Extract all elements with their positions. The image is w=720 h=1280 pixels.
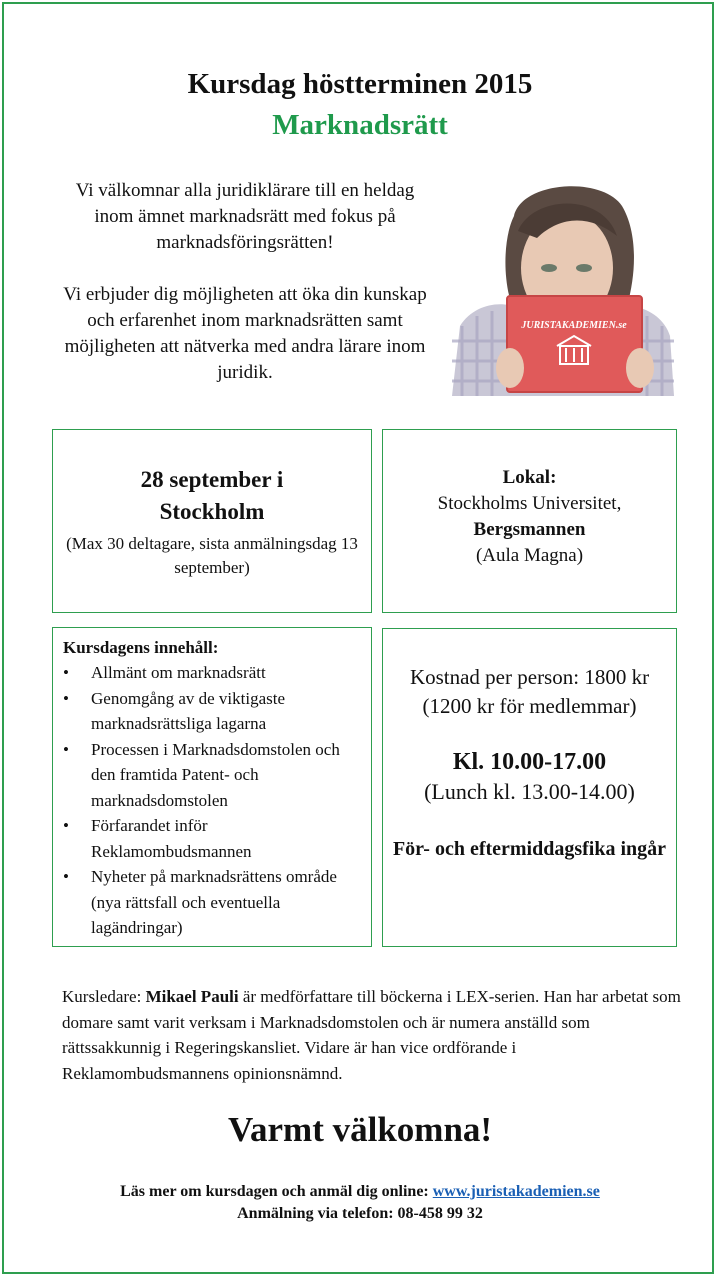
cost-box bbox=[382, 628, 677, 947]
phone-text: Anmälning via telefon: 08-458 99 32 bbox=[237, 1205, 483, 1222]
venue-line-1: Stockholms Universitet, bbox=[437, 493, 622, 514]
welcome-heading: Varmt välkomna! bbox=[227, 1110, 493, 1149]
footer bbox=[0, 1181, 720, 1225]
woman-with-book-image bbox=[452, 176, 674, 396]
lunch-time: (Lunch kl. 13.00-14.00) bbox=[424, 779, 635, 804]
intro-paragraph-1: Vi välkomnar alla juridiklärare till en heldag inom ämnet marknadsrätt med fokus på marknadsföringsrätten! bbox=[75, 180, 415, 253]
intro-paragraph-2: Vi erbjuder dig möjligheten att öka din kunskap och erfarenhet inom marknadsrätten samt möjligheten att nätverka med andra lärare inom juridik. bbox=[63, 284, 427, 383]
intro-text bbox=[60, 178, 430, 412]
book-label: JURISTAKADEMIEN.se bbox=[521, 320, 627, 331]
venue-line-2: Bergsmannen bbox=[473, 519, 586, 540]
website-link[interactable]: www.juristakademien.se bbox=[432, 1183, 600, 1200]
leader-name: Mikael Pauli bbox=[145, 987, 239, 1006]
venue-label: Lokal: bbox=[502, 467, 557, 488]
date-box bbox=[52, 429, 372, 613]
list-item: • Genomgång av de viktigaste marknadsrättsliga lagarna bbox=[63, 686, 363, 737]
course-leader-text bbox=[62, 984, 682, 1086]
page-subtitle: Marknadsrätt bbox=[272, 109, 448, 141]
leader-bio: är medförfattare till böckerna i LEX-serien. Han har arbetat som domare samt varit verksam i Marknadsdomstolen och är numera anställd som rättssakkunnig i Regeringskansliet. Vidare är han vice ordförande i Reklamombudsmannens opinionsnämnd. bbox=[62, 987, 681, 1083]
course-time: Kl. 10.00-17.00 bbox=[452, 749, 607, 775]
course-content-heading: Kursdagens innehåll: bbox=[63, 638, 219, 657]
course-date: 28 september i Stockholm bbox=[140, 467, 284, 524]
online-text: Läs mer om kursdagen och anmäl dig online: bbox=[120, 1183, 433, 1200]
page-title: Kursdag höstterminen 2015 bbox=[187, 68, 533, 100]
price-text: Kostnad per person: 1800 kr bbox=[409, 665, 650, 689]
list-item: • Allmänt om marknadsrätt bbox=[63, 660, 363, 686]
venue-box bbox=[382, 429, 677, 613]
list-item: • Förfarandet inför Reklamombudsmannen bbox=[63, 813, 363, 864]
course-content-list bbox=[53, 660, 371, 941]
leader-prefix: Kursledare: bbox=[62, 987, 146, 1006]
course-content-box bbox=[52, 627, 372, 947]
venue-line-3: (Aula Magna) bbox=[475, 545, 584, 566]
participant-note: (Max 30 deltagare, sista anmälningsdag 13 september) bbox=[66, 534, 358, 577]
list-item: • Nyheter på marknadsrättens område (nya rättsfall och eventuella lagändringar) bbox=[63, 864, 363, 941]
list-item: • Processen i Marknadsdomstolen och den framtida Patent- och marknadsdomstolen bbox=[63, 737, 363, 814]
fika-text: För- och eftermiddagsfika ingår bbox=[392, 838, 667, 860]
member-price-text: (1200 kr för medlemmar) bbox=[422, 694, 637, 718]
